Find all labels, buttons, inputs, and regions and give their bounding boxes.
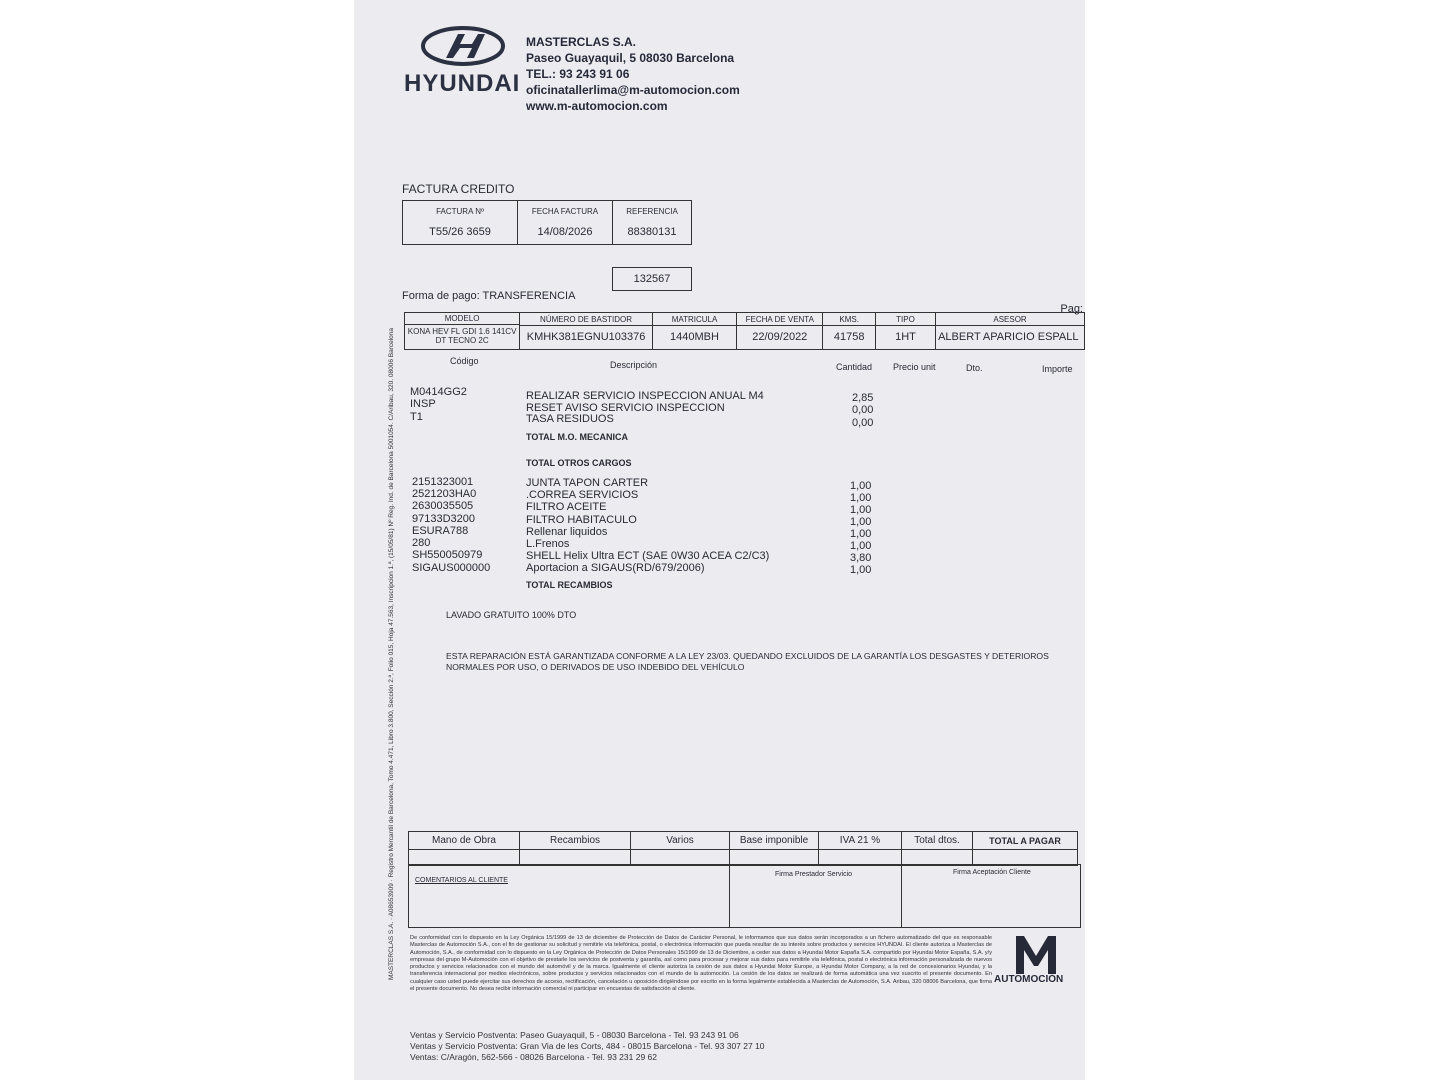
wash-note: LAVADO GRATUITO 100% DTO — [446, 610, 577, 620]
part-3-description: FILTRO ACEITE — [526, 501, 607, 513]
model-line-2: DT TECNO 2C — [435, 336, 489, 345]
signature-divider-1 — [729, 865, 730, 927]
model-line-1: KONA HEV FL GDI 1.6 141CV — [407, 327, 517, 336]
warranty-line-1: ESTA REPARACIÓN ESTÁ GARANTIZADA CONFORME A LA LEY 23/03. QUEDANDO EXCLUIDOS DE LA GARANTÍA LOS DESGASTES Y DETERIOROS — [446, 651, 1049, 661]
sum-parts-label: Recambios — [520, 832, 631, 850]
invoice-number-label: FACTURA Nº — [436, 207, 484, 216]
invoice-reference-label: REFERENCIA — [626, 207, 678, 216]
client-signature-label: Firma Aceptación Cliente — [953, 869, 1031, 876]
plate-cell — [652, 313, 736, 350]
invoice-number: T55/26 3659 — [429, 226, 491, 238]
chassis-cell — [520, 313, 653, 350]
order-number-box: 132567 — [612, 267, 692, 291]
part-8-code: SIGAUS000000 — [412, 562, 491, 574]
part-8-description: Aportacion a SIGAUS(RD/679/2006) — [526, 562, 705, 574]
invoice-date-cell — [518, 201, 613, 245]
part-7-qty: 3,80 — [850, 552, 872, 564]
company-name: MASTERCLAS S.A. — [526, 35, 637, 49]
type-cell — [875, 313, 935, 350]
labour-2-code: INSP — [410, 398, 436, 410]
footer-line-1: Ventas y Servicio Postventa: Paseo Guayaquil, 5 - 08030 Barcelona - Tel. 93 243 91 06 — [410, 1030, 739, 1040]
col-quantity: Cantidad — [836, 362, 873, 372]
part-6-code: 280 — [412, 537, 431, 549]
part-8-qty: 1,00 — [850, 564, 872, 576]
sum-disc-label: Total dtos. — [902, 832, 973, 850]
company-address: Paseo Guayaquil, 5 08030 Barcelona — [526, 51, 735, 65]
comments-label: COMENTARIOS AL CLIENTE — [415, 877, 508, 884]
payment-label: Forma de pago: — [402, 290, 480, 302]
sum-base-label: Base imponible — [730, 832, 819, 850]
labour-2-qty: 0,00 — [852, 404, 874, 416]
invoice-date: 14/08/2026 — [537, 226, 593, 238]
part-2-qty: 1,00 — [850, 492, 872, 504]
signature-divider-2 — [901, 865, 902, 927]
brand-name: HYUNDAI — [404, 70, 521, 97]
kms-cell — [823, 313, 876, 350]
col-amount: Importe — [1042, 364, 1073, 374]
sum-various-label: Varios — [631, 832, 730, 850]
total-labour-label: TOTAL M.O. MECANICA — [526, 432, 628, 442]
payment-method — [402, 290, 575, 302]
part-6-description: L.Frenos — [526, 538, 570, 550]
kms-value: 41758 — [833, 331, 865, 343]
part-2-code: 2521203HA0 — [412, 488, 477, 500]
part-6-qty: 1,00 — [850, 540, 872, 552]
totals-table — [408, 831, 1078, 866]
payment-value: TRANSFERENCIA — [482, 290, 576, 302]
part-7-description: SHELL Helix Ultra ECT (SAE 0W30 ACEA C2/C3) — [526, 550, 770, 562]
part-1-code: 2151323001 — [412, 476, 474, 488]
labour-3-description: TASA RESIDUOS — [526, 413, 614, 425]
part-4-qty: 1,00 — [850, 516, 872, 528]
chassis-label: NÚMERO DE BASTIDOR — [520, 314, 652, 326]
invoice-reference-cell — [613, 201, 692, 245]
registry-side-text: MASTERCLAS S.A. · A08653909 · Registro Mercantil de Barcelona, Tomo 4.471, Libro 3.800, Sección 2.ª, Folio 015, Hoja 47.563, Inscripcion 1.ª, (15/05/81) Nº Reg. Ind. de Barcelona 5001054. C/Aribau, 320. 08006 Barcelona — [388, 327, 395, 980]
labour-1-description: REALIZAR SERVICIO INSPECCION ANUAL M4 — [526, 390, 764, 402]
part-2-description: .CORREA SERVICIOS — [526, 489, 639, 501]
col-unit-price: Precio unit — [893, 362, 936, 372]
invoice-header-table — [402, 200, 692, 245]
automocion-label: AUTOMOCIÓN — [994, 974, 1064, 985]
part-4-description: FILTRO HABITACULO — [526, 514, 637, 526]
part-1-qty: 1,00 — [850, 480, 872, 492]
company-email: oficinatallerlima@m-automocion.com — [526, 83, 740, 97]
provider-signature-label: Firma Prestador Servicio — [775, 871, 853, 878]
col-code: Código — [450, 356, 479, 366]
part-7-code: SH550050979 — [412, 549, 483, 561]
company-info — [526, 34, 740, 114]
sale-date-cell — [737, 313, 823, 350]
footer-line-2: Ventas y Servicio Postventa: Gran Via de les Corts, 484 - 08015 Barcelona - Tel. 93 307 27 10 — [410, 1041, 765, 1051]
total-parts-label: TOTAL RECAMBIOS — [526, 580, 613, 590]
model-label: MODELO — [405, 313, 519, 325]
model-cell — [405, 313, 520, 350]
labour-3-code: T1 — [410, 411, 423, 423]
chassis-number: KMHK381EGNU103376 — [526, 331, 646, 343]
invoice-page — [354, 0, 1085, 1080]
comments-signature-box — [408, 864, 1081, 928]
vehicle-table — [404, 312, 1085, 350]
part-5-qty: 1,00 — [850, 528, 872, 540]
company-web: www.m-automocion.com — [526, 99, 668, 113]
col-discount: Dto. — [966, 363, 983, 373]
part-3-qty: 1,00 — [850, 504, 872, 516]
labour-2-description: RESET AVISO SERVICIO INSPECCION — [526, 402, 725, 414]
type-label: TIPO — [876, 314, 935, 326]
company-phone: TEL.: 93 243 91 06 — [526, 67, 630, 81]
part-4-code: 97133D3200 — [412, 513, 476, 525]
sum-labour-label: Mano de Obra — [409, 832, 520, 850]
col-description: Descripción — [610, 360, 658, 370]
invoice-number-cell — [403, 201, 518, 245]
sale-date: 22/09/2022 — [752, 331, 808, 343]
part-3-code: 2630035505 — [412, 500, 474, 512]
footer-line-3: Ventas: C/Aragón, 562-566 - 08026 Barcelona - Tel. 93 231 29 62 — [410, 1052, 657, 1062]
labour-1-code: M0414GG2 — [410, 386, 467, 398]
plate-number: 1440MBH — [670, 331, 719, 343]
invoice-reference: 88380131 — [627, 226, 677, 238]
legal-text: De conformidad con lo dispuesto en la Ley Orgánica 15/1999 de 13 de diciembre de Protección de Datos de Carácter Personal, le informamos que sus datos serán incorporados a un fichero automatizado del que es responsable Masterclas de Automoción S.A., con el fin de gestionar su solicitud y remitirle vía telefónica, postal, o electrónica información que pueda resultar de su interés sobre productos y servicios HYUNDAI. El cliente autoriza a Masterclas de Automoción, S.A., de conformidad con lo dispuesto en la Ley Orgánica de Protección de Datos Personales 15/1999 de 13 de Diciembre, a ceder sus datos a Hyundai Motor España S.A. compartido por Hyundai Motor España, S.A. y/y empresas del grupo M-Automoción con el objetivo de prestarle los servicios de postventa y garantía, así como para procesar y mejorar sus datos para remitirle vía telefónica, postal o electrónica información personalizada de nuevos productos y servicios relacionados con el mundo del automóvil y de la marca. Igualmente el cliente autoriza la cesión de sus datos a Hyundai Motor Europe, a Hyundai Motor Company, a la red de concesionarios Hyundai, y la transferencia internacional por medios electrónicos, sobre productos y servicios relacionados con el mundo de la automoción. La cesión de los datos se realizará de forma automática una vez suscrito el presente documento. En cualquier caso usted puede ejercitar sus derechos de acceso, rectificación, cancelación u oposición dirigiéndose por escrito en la forma legalmente establecida a Masterclas de Automoción, S.A. Aribau, 320 08006 Barcelona, que firma el presente documento. No desea recibir información comercial ni participar en encuestas de satisfacción al cliente. — [410, 935, 992, 993]
part-5-description: Rellenar liquidos — [526, 526, 608, 538]
document-title: FACTURA CREDITO — [402, 182, 515, 196]
warranty-line-2: NORMALES POR USO, O DERIVADOS DE USO INDEBIDO DEL VEHÍCULO — [446, 662, 745, 672]
total-other-label: TOTAL OTROS CARGOS — [526, 458, 632, 468]
part-5-code: ESURA788 — [412, 525, 469, 537]
kms-label: KMS. — [823, 314, 875, 326]
advisor-name: ALBERT APARICIO ESPALL — [938, 331, 1079, 343]
sale-date-label: FECHA DE VENTA — [737, 314, 822, 326]
invoice-date-label: FECHA FACTURA — [531, 207, 599, 216]
page-label: Pag: — [1060, 303, 1083, 315]
advisor-label: ASESOR — [936, 314, 1084, 326]
footer-addresses — [410, 1030, 765, 1063]
sum-vat-label: IVA 21 % — [819, 832, 902, 850]
type-value: 1HT — [895, 331, 916, 343]
advisor-cell — [936, 313, 1085, 350]
labour-1-qty: 2,85 — [852, 392, 874, 404]
sum-total-label: TOTAL A PAGAR — [973, 832, 1078, 850]
labour-3-qty: 0,00 — [852, 417, 874, 429]
part-1-description: JUNTA TAPON CARTER — [526, 477, 649, 489]
plate-label: MATRICULA — [653, 314, 736, 326]
